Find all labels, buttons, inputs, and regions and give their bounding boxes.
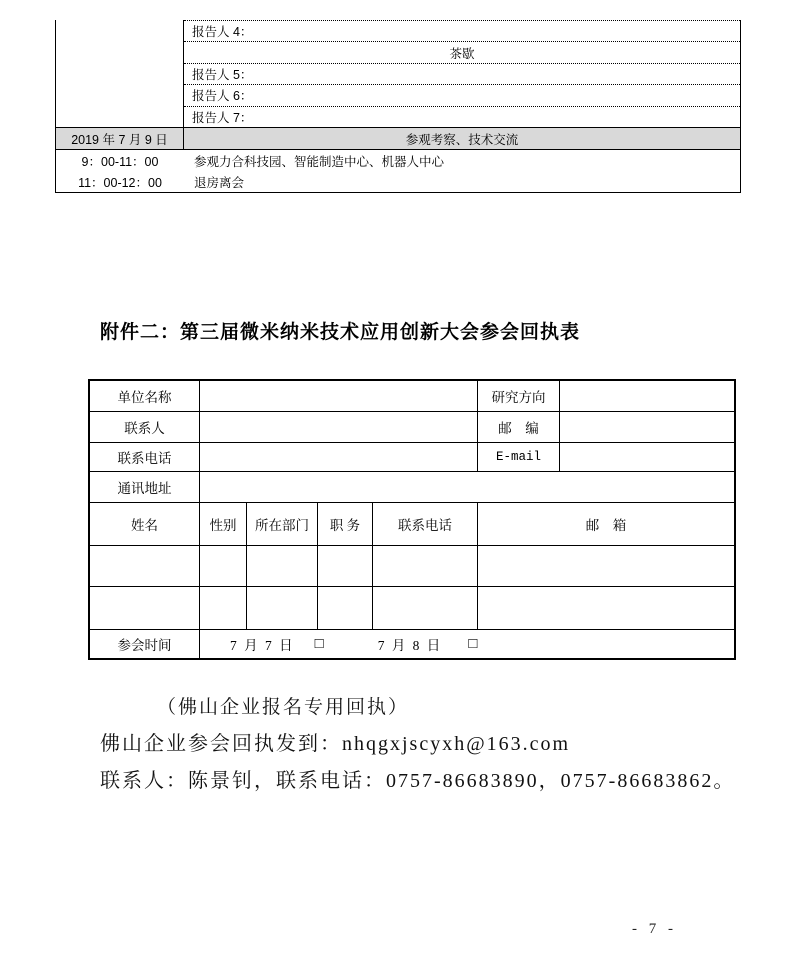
schedule-day-activity: 参观考察、技术交流 <box>405 132 519 147</box>
contact-phone-label: 联系电话 <box>90 443 200 471</box>
speaker-5-label: 报告人 5： <box>192 68 253 83</box>
research-direction-field[interactable] <box>560 381 734 411</box>
attendance-time-label: 参会时间 <box>90 630 200 658</box>
attendee-row-1 <box>90 546 734 587</box>
form-row-address <box>90 472 734 503</box>
page-number: - 7 - <box>632 921 677 937</box>
email-field[interactable] <box>560 443 734 471</box>
mailing-address-field[interactable] <box>200 472 734 502</box>
schedule-row-speaker-4 <box>184 20 740 41</box>
schedule-time-section <box>55 150 741 193</box>
option-july-7-label: 7 月 7 日 <box>230 638 295 653</box>
unit-name-label: 单位名称 <box>90 381 200 411</box>
postal-code-label: 邮 编 <box>478 412 560 442</box>
attendee-2-position-field[interactable] <box>318 587 373 629</box>
attendee-1-mailbox-field[interactable] <box>478 546 734 586</box>
attendance-time-row <box>90 630 734 658</box>
form-row-unit <box>90 381 734 412</box>
col-header-gender: 性别 <box>200 503 247 545</box>
schedule-time-row-1 <box>56 150 740 171</box>
speaker-6-label: 报告人 6： <box>192 89 253 104</box>
attendee-row-2 <box>90 587 734 630</box>
note-contact-info: 联系人：陈景钊，联系电话：0757-86683890，0757-86683862。 <box>100 770 736 792</box>
mailing-address-label: 通讯地址 <box>90 472 200 502</box>
contact-phone-field[interactable] <box>200 443 478 471</box>
unit-name-field[interactable] <box>200 381 478 411</box>
contact-person-field[interactable] <box>200 412 478 442</box>
option-july-8-label: 7 月 8 日 <box>377 638 443 653</box>
form-row-contact <box>90 412 734 443</box>
attendee-2-phone-field[interactable] <box>373 587 478 629</box>
attachment-title: 附件二：第三届微米纳米技术应用创新大会参会回执表 <box>100 322 581 343</box>
schedule-row-speaker-5 <box>184 63 740 84</box>
activity-2: 退房离会 <box>194 175 245 190</box>
attendee-2-name-field[interactable] <box>90 587 200 629</box>
attendee-1-name-field[interactable] <box>90 546 200 586</box>
attendee-1-gender-field[interactable] <box>200 546 247 586</box>
col-header-department: 所在部门 <box>247 503 318 545</box>
schedule-time-row-2 <box>56 171 740 192</box>
attendee-1-position-field[interactable] <box>318 546 373 586</box>
col-header-name: 姓名 <box>90 503 200 545</box>
schedule-date-cell-empty <box>56 20 184 127</box>
schedule-row-speaker-6 <box>184 84 740 105</box>
schedule-agenda-section <box>55 20 741 128</box>
contact-person-label: 联系人 <box>90 412 200 442</box>
schedule-agenda-rows <box>184 20 740 127</box>
time-slot-1: 9：00-11：00 <box>81 154 159 169</box>
attendee-1-department-field[interactable] <box>247 546 318 586</box>
attendee-header-row <box>90 503 734 546</box>
research-direction-label: 研究方向 <box>478 381 560 411</box>
note-foshan-reply: （佛山企业报名专用回执） <box>157 697 410 718</box>
time-slot-2: 11：00-12：00 <box>78 175 162 190</box>
email-label: E-mail <box>478 443 560 471</box>
option-july-8-checkbox[interactable]: □ <box>468 635 480 652</box>
attendee-2-mailbox-field[interactable] <box>478 587 734 629</box>
note-reply-email: 佛山企业参会回执发到：nhqgxjscyxh@163.com <box>100 733 571 755</box>
form-row-phone <box>90 443 734 472</box>
schedule-row-tea-break <box>184 41 740 62</box>
attendance-options <box>200 630 734 658</box>
activity-1: 参观力合科技园、智能制造中心、机器人中心 <box>194 154 445 169</box>
attendee-2-department-field[interactable] <box>247 587 318 629</box>
col-header-position: 职 务 <box>318 503 373 545</box>
tea-break-label: 茶歇 <box>449 46 475 61</box>
attendee-1-phone-field[interactable] <box>373 546 478 586</box>
schedule-day-header-row <box>55 128 741 150</box>
speaker-7-label: 报告人 7： <box>192 110 253 125</box>
option-july-7-checkbox[interactable]: □ <box>314 635 326 652</box>
col-header-phone: 联系电话 <box>373 503 478 545</box>
attendee-2-gender-field[interactable] <box>200 587 247 629</box>
schedule-row-speaker-7 <box>184 106 740 127</box>
schedule-day-date: 2019 年 7 月 9 日 <box>56 128 184 149</box>
postal-code-field[interactable] <box>560 412 734 442</box>
reply-form-table <box>88 379 736 660</box>
col-header-mailbox: 邮 箱 <box>585 518 627 533</box>
speaker-4-label: 报告人 4： <box>192 25 253 40</box>
schedule-table <box>55 20 741 193</box>
